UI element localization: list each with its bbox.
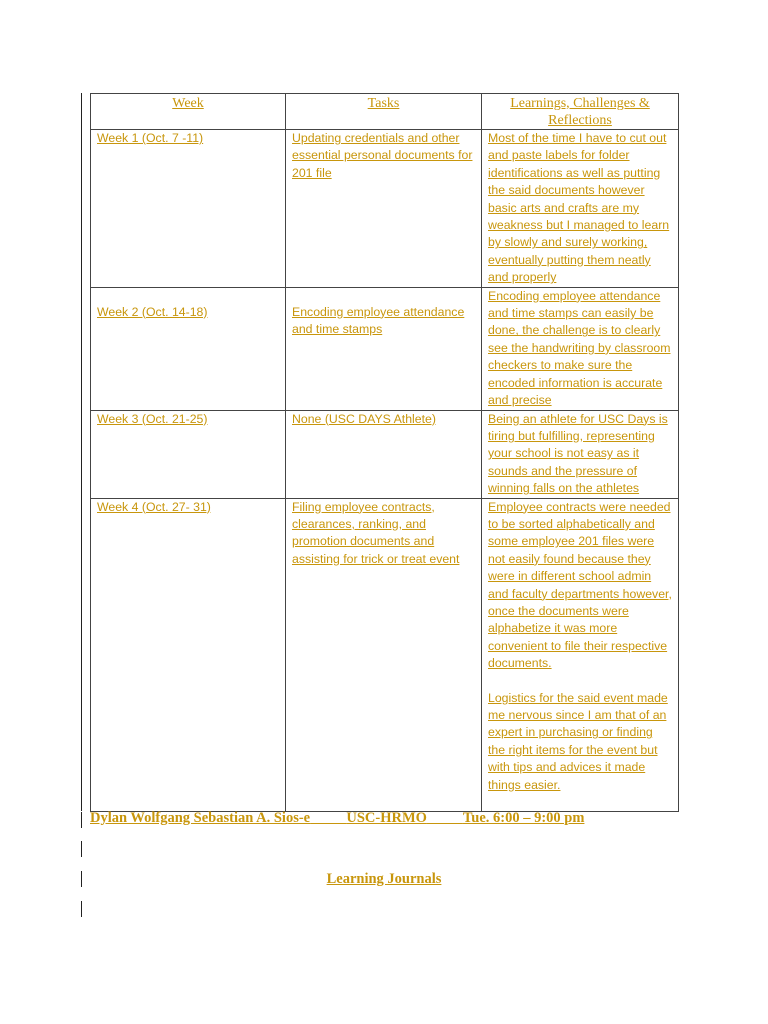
week-cell [91, 287, 286, 410]
learning-journal-table [90, 93, 679, 812]
reflection-cell [482, 130, 679, 288]
reflection-cell [482, 287, 679, 410]
header-tasks: Tasks [286, 94, 482, 130]
tasks-cell [286, 287, 482, 410]
author-name: Dylan Wolfgang Sebastian A. Sios-e [90, 810, 311, 826]
tasks-text: None (USC DAYS Athlete) [292, 411, 436, 426]
week-label: Week 1 (Oct. 7 -11) [97, 131, 204, 145]
tasks-text: Filing employee contracts, clearances, ranking, and promotion documents and assisting for trick or treat event [292, 499, 460, 566]
week-cell [91, 498, 286, 811]
office-name: USC-HRMO [346, 810, 427, 826]
table-row [91, 130, 679, 288]
week-label: Week 2 (Oct. 14-18) [97, 304, 208, 319]
week-cell [91, 130, 286, 288]
header-reflections: Learnings, Challenges & Reflections [482, 94, 679, 130]
reflection-text-2: Logistics for the said event made me nervous since I am that of an expert in purchasing or finding the right items for the event but with tips and advices it made things easier. [488, 690, 668, 792]
revision-bar [81, 901, 82, 917]
table-row [91, 287, 679, 410]
reflection-text: Most of the time I have to cut out and paste labels for folder identifications as well as putting the said documents however basic arts and crafts are my weakness but I managed to learn by slowly and surely working, eventually putting them neatly and properly [488, 131, 670, 285]
tasks-text: Updating credentials and other essential personal documents for 201 file [292, 131, 473, 180]
week-cell [91, 410, 286, 498]
tasks-cell [286, 410, 482, 498]
table-header-row [91, 94, 679, 130]
page-title: Learning Journals [326, 871, 442, 887]
tasks-cell [286, 130, 482, 288]
author-line [90, 810, 690, 827]
reflection-text: Being an athlete for USC Days is tiring but fulfilling, representing your school is not easy as it sounds and the pressure of winning falls on the athletes [488, 411, 668, 496]
reflection-cell [482, 410, 679, 498]
table-row [91, 498, 679, 811]
tasks-cell [286, 498, 482, 811]
revision-bar [81, 93, 82, 811]
week-label: Week 3 (Oct. 21-25) [97, 411, 208, 426]
revision-bar [81, 841, 82, 857]
tasks-text: Encoding employee attendance and time stamps [292, 304, 465, 337]
header-week: Week [91, 94, 286, 130]
week-label: Week 4 (Oct. 27- 31) [97, 499, 211, 514]
reflection-text: Encoding employee attendance and time stamps can easily be done, the challenge is to clearly see the handwriting by classroom checkers to make sure the encoded information is accurate and precise [488, 288, 671, 408]
revision-bar [81, 812, 82, 828]
reflection-text: Employee contracts were needed to be sorted alphabetically and some employee 201 files were not easily found because they were in different school admin and faculty departments however, once the documents were alphabetize it was more convenient to file their respective documents. [488, 499, 672, 671]
table-row [91, 410, 679, 498]
reflection-cell [482, 498, 679, 811]
schedule: Tue. 6:00 – 9:00 pm [462, 810, 585, 826]
